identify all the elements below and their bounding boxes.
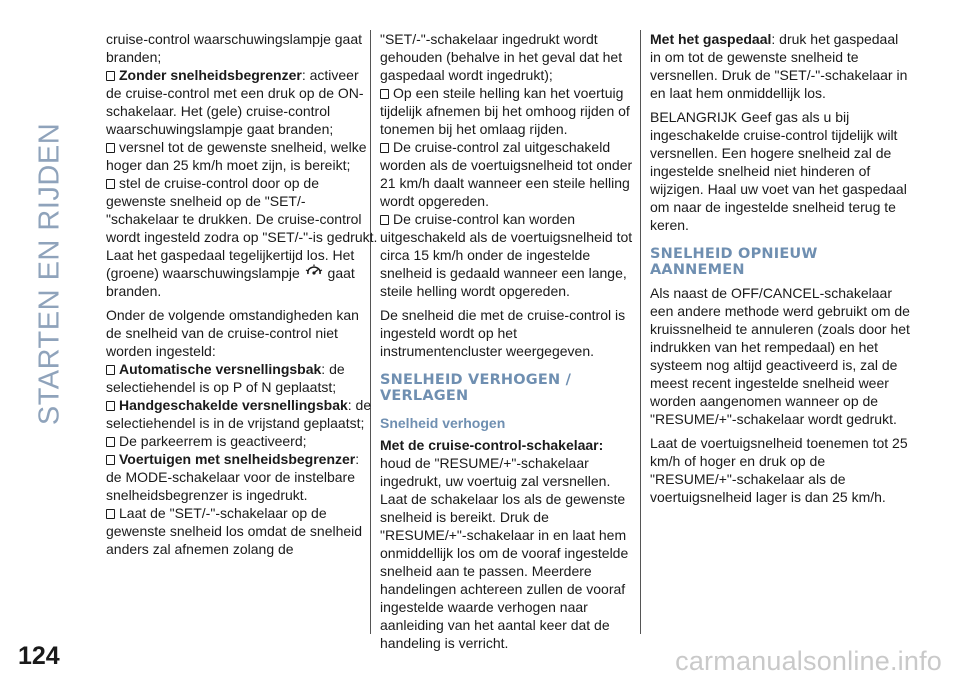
paragraph: houd de "RESUME/+"-schakelaar ingedrukt, uw voertuig zal versnellen. Laat de schakelaar los als de gewenste snelheid is bereikt. Druk de "RESUME/+"-schakelaar in en laat hem onmiddellijk los om de vooraf ingestelde snelheid aan te passen. Meerdere handelingen achtereen zullen de vooraf ingestelde waarde verhogen naar aanleiding van het aantal keer dat de handeling is verricht. (380, 455, 629, 651)
cruise-control-indicator-icon (304, 264, 324, 278)
list-item: Voertuigen met snelheidsbegrenzer: de MODE-schakelaar voor de instelbare snelheidsbegrenzer is ingedrukt. (106, 451, 360, 503)
bullet-icon (380, 89, 389, 99)
watermark: carmanualsonline.info (675, 646, 942, 676)
list-item: Zonder snelheidsbegrenzer: activeer de cruise-control met een druk op de ON-schakelaar. Het (gele) cruise-control waarschuwingslampje gaat branden; (106, 67, 364, 137)
list-item: Laat de "SET/-"-schakelaar op de gewenste snelheid los omdat de snelheid anders zal afnemen zolang de (106, 505, 363, 557)
list-item: De cruise-control zal uitgeschakeld worden als de voertuigsnelheid tot onder 21 km/h daalt wanneer een steile helling wordt opgereden. (380, 139, 633, 209)
paragraph: Als naast de OFF/CANCEL-schakelaar een andere methode werd gebruikt om de kruissnelheid te annuleren (zoals door het indrukken van het rempedaal) en het systeem nog altijd geactiveerd is, zal de meest recent ingestelde snelheid weer worden aangenomen wanneer op de "RESUME/+"-schakelaar wordt gedrukt. (650, 285, 910, 427)
page-number: 124 (18, 642, 60, 670)
paragraph: "SET/-"-schakelaar ingedrukt wordt gehouden (behalve in het geval dat het gaspedaal wordt ingedrukt); (380, 31, 623, 83)
list-item: De parkeerrem is geactiveerd; (106, 432, 378, 450)
list-item: Handgeschakelde versnellingsbak: de selectiehendel is in de vrijstand geplaatst; (106, 397, 372, 431)
bullet-icon (380, 215, 389, 225)
section-heading: SNELHEID VERHOGEN / VERLAGEN (380, 372, 572, 404)
bullet-icon (380, 143, 389, 153)
list-item: Op een steile helling kan het voertuig tijdelijk afnemen bij het omhoog rijden of tonemen bij het omlaag rijden. (380, 85, 630, 137)
bullet-icon (106, 71, 115, 81)
bullet-icon (106, 437, 115, 447)
paragraph: Met het gaspedaal: druk het gaspedaal in om tot de gewenste snelheid te versnellen. Druk de "SET/-"-schakelaar in en laat hem onmiddellijk los. (650, 31, 908, 101)
bullet-icon (106, 401, 115, 411)
paragraph: cruise-control waarschuwingslampje gaat branden; (106, 31, 363, 65)
section-title-vertical: STARTEN EN RIJDEN (33, 122, 66, 426)
bullet-icon (106, 365, 115, 375)
bullet-icon (106, 509, 115, 519)
paragraph: De snelheid die met de cruise-control is ingesteld wordt op het instrumentencluster weergegeven. (380, 307, 626, 359)
bullet-icon (106, 143, 115, 153)
text-column-3 (650, 30, 912, 506)
list-item: Automatische versnellingsbak: de selectiehendel is op P of N geplaatst; (106, 361, 345, 395)
paragraph: Onder de volgende omstandigheden kan de snelheid van de cruise-control niet worden ingesteld: (106, 307, 359, 359)
list-item: De cruise-control kan worden uitgeschakeld als de voertuigsnelheid tot circa 15 km/h onder de ingestelde snelheid is gedaald wanneer een lange, steile helling wordt opgereden. (380, 211, 633, 299)
text-column-1 (106, 30, 378, 558)
bullet-icon (106, 179, 115, 189)
column-divider (640, 30, 641, 634)
list-item: stel de cruise-control door op de gewenste snelheid op de "SET/-"schakelaar te drukken. De cruise-control wordt ingesteld zodra op "SET/-"-is gedrukt. Laat het gaspedaal tegelijkertijd los. Het (groene) waarschuwingslampje gaat branden. (106, 175, 378, 299)
section-heading: SNELHEID OPNIEUW AANNEMEN (650, 246, 818, 278)
text-column-2 (380, 30, 636, 652)
bullet-icon (106, 455, 115, 465)
list-item: versnel tot de gewenste snelheid, welke hoger dan 25 km/h moet zijn, is bereikt; (106, 139, 367, 173)
method-heading: Met de cruise-control-schakelaar: (380, 437, 604, 453)
important-note: BELANGRIJK Geef gas als u bij ingeschakelde cruise-control tijdelijk wilt versnellen. Een hogere snelheid zal de ingestelde snelheid niet hinderen of wijzigen. Haal uw voet van het gaspedaal om naar de ingestelde snelheid terug te keren. (650, 109, 907, 233)
subsection-heading: Snelheid verhogen (380, 415, 506, 431)
paragraph: Laat de voertuigsnelheid toenemen tot 25 km/h of hoger en druk op de "RESUME/+"-schakelaar als de voertuigsnelheid lager is dan 25 km/h. (650, 435, 908, 505)
